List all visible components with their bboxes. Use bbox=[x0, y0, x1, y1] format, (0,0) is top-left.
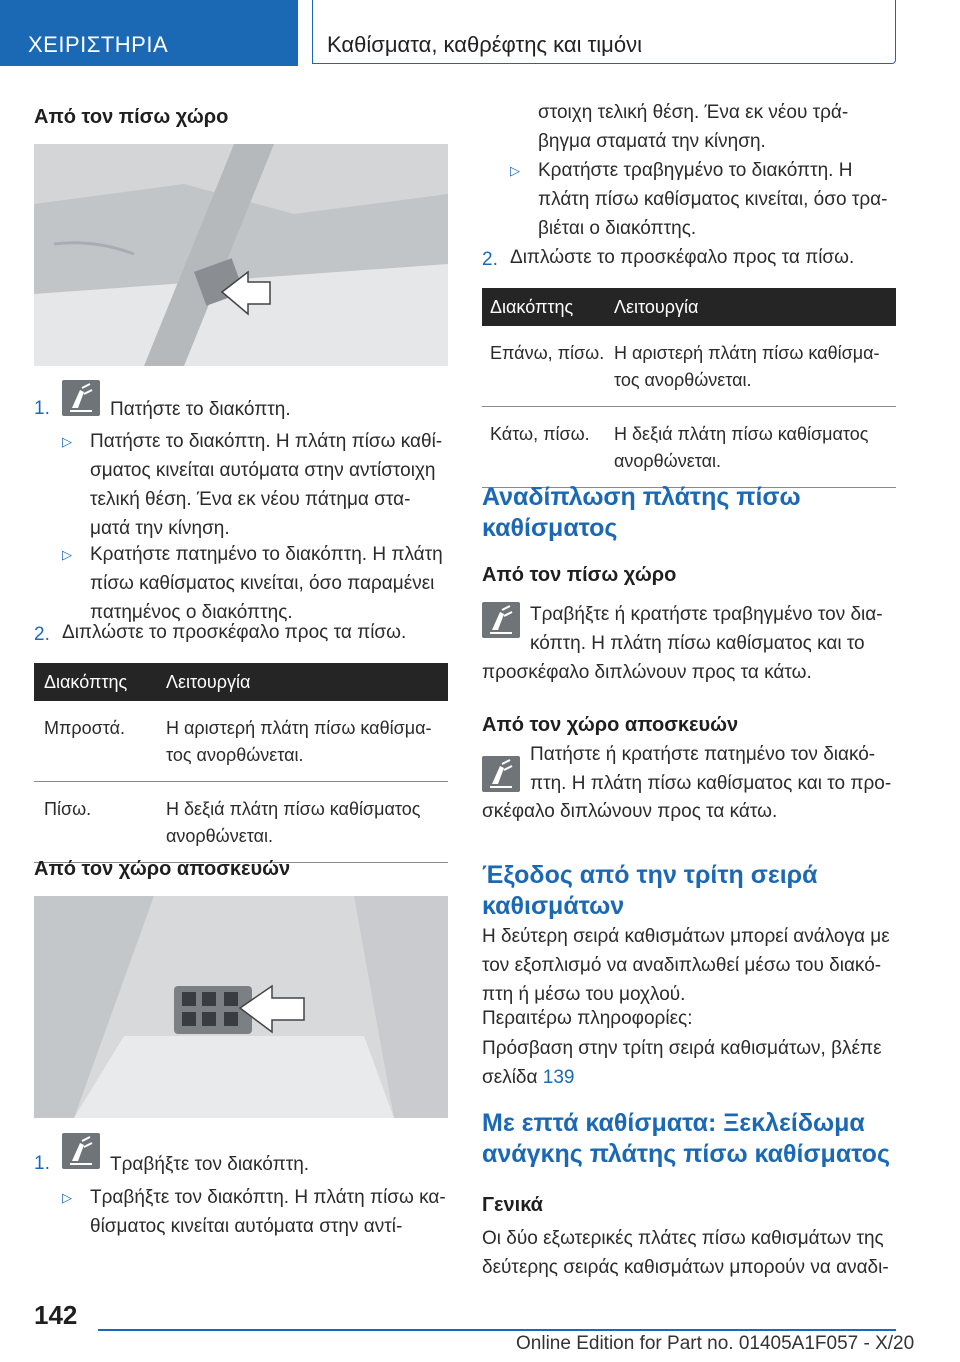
table-header: Διακόπτης bbox=[34, 663, 160, 701]
bullet-text: Κρατήστε τραβηγμένο το διακόπτη. Η πλάτη πίσω καθίσματος κινείται, όσο τρα- βιέται ο διακόπτης. bbox=[538, 160, 888, 239]
table-row: Κάτω, πίσω. Η δεξιά πλάτη πίσω καθίσματος ανορθώνεται. bbox=[482, 407, 896, 488]
step-text: Διπλώστε το προσκέφαλο προς τα πίσω. bbox=[62, 622, 407, 643]
step-number: 2. bbox=[34, 624, 50, 645]
section-heading: Αναδίπλωση πλάτης πίσω καθίσματος bbox=[482, 483, 801, 542]
trunk-switch-illustration bbox=[34, 896, 448, 1118]
seat-switch-icon bbox=[62, 380, 100, 416]
section-tab bbox=[0, 0, 298, 66]
table-header: Λειτουργία bbox=[608, 288, 896, 326]
section-label: ΧΕΙΡΙΣΤΗΡΙΑ bbox=[28, 32, 169, 57]
footer-divider bbox=[98, 1329, 896, 1331]
switch-function-table bbox=[34, 663, 448, 863]
table-row: Επάνω, πίσω. Η αριστερή πλάτη πίσω καθίσμα- τος ανορθώνεται. bbox=[482, 326, 896, 407]
paragraph: Περαιτέρω πληροφορίες: bbox=[482, 1008, 693, 1029]
table-header: Λειτουργία bbox=[160, 663, 448, 701]
step-text: Τραβήξτε τον διακόπτη. bbox=[110, 1154, 310, 1175]
step-text: Πατήστε το διακόπτη. bbox=[110, 399, 291, 420]
step-text: Διπλώστε το προσκέφαλο προς τα πίσω. bbox=[510, 247, 855, 268]
step-number: 1. bbox=[34, 1153, 50, 1174]
switch-function-table bbox=[482, 288, 896, 488]
paragraph: Τραβήξτε ή κρατήστε τραβηγμένο τον δια- κόπτη. Η πλάτη πίσω καθίσματος και το bbox=[530, 604, 883, 654]
page-header bbox=[0, 0, 960, 66]
heading-rear-area: Από τον πίσω χώρο bbox=[482, 564, 677, 586]
section-heading: Με επτά καθίσματα: Ξεκλείδωμα ανάγκης πλάτης πίσω καθίσματος bbox=[482, 1109, 890, 1168]
paragraph: Η δεύτερη σειρά καθισμάτων μπορεί ανάλογα με τον εξοπλισμό να αναδιπλωθεί μέσω του διακό- πτη ή μέσω του μοχλού. bbox=[482, 926, 890, 1005]
paragraph: σκέφαλο διπλώνουν προς τα κάτω. bbox=[482, 801, 778, 822]
page-reference-link[interactable]: 139 bbox=[542, 1067, 575, 1088]
heading-trunk-area: Από τον χώρο αποσκευών bbox=[34, 858, 291, 880]
section-heading: Έξοδος από την τρίτη σειρά καθισμάτων bbox=[482, 861, 818, 920]
paragraph: Πρόσβαση στην τρίτη σειρά καθισμάτων, βλέπε σελίδα 139 bbox=[482, 1038, 882, 1088]
bullet-triangle-icon: ▷ bbox=[62, 434, 72, 449]
bullet-text-continued: στοιχη τελική θέση. Ένα εκ νέου τρά- βηγμα σταματά την κίνηση. bbox=[538, 102, 849, 152]
paragraph: προσκέφαλο διπλώνουν προς τα κάτω. bbox=[482, 662, 812, 683]
table-row: Μπροστά. Η αριστερή πλάτη πίσω καθίσμα- τος ανορθώνεται. bbox=[34, 701, 448, 782]
subheading-general: Γενικά bbox=[482, 1194, 543, 1216]
heading-rear-area: Από τον πίσω χώρο bbox=[34, 106, 229, 128]
seat-switch-icon bbox=[62, 1133, 100, 1169]
bullet-triangle-icon: ▷ bbox=[510, 163, 520, 178]
seat-switch-icon bbox=[482, 602, 520, 638]
page-number: 142 bbox=[34, 1300, 78, 1330]
rear-seat-switch-illustration bbox=[34, 144, 448, 366]
paragraph: Πατήστε ή κρατήστε πατημένο τον διακό- πτη. Η πλάτη πίσω καθίσματος και το προ- bbox=[530, 744, 892, 794]
edition-note: Online Edition for Part no. 01405A1F057 - X/20 bbox=[516, 1333, 915, 1354]
seat-switch-icon bbox=[482, 756, 520, 792]
step-number: 2. bbox=[482, 249, 498, 270]
heading-trunk-area: Από τον χώρο αποσκευών bbox=[482, 714, 739, 736]
table-header: Διακόπτης bbox=[482, 288, 608, 326]
table-row: Πίσω. Η δεξιά πλάτη πίσω καθίσματος ανορθώνεται. bbox=[34, 782, 448, 863]
paragraph: Οι δύο εξωτερικές πλάτες πίσω καθισμάτων της δεύτερης σειράς καθισμάτων μπορούν να αναδι- bbox=[482, 1228, 889, 1278]
bullet-text: Τραβήξτε τον διακόπτη. Η πλάτη πίσω κα- θίσματος κινείται αυτόματα στην αντί- bbox=[90, 1187, 446, 1237]
bullet-triangle-icon: ▷ bbox=[62, 1190, 72, 1205]
step-number: 1. bbox=[34, 398, 50, 419]
bullet-triangle-icon: ▷ bbox=[62, 547, 72, 562]
chapter-title: Καθίσματα, καθρέφτης και τιμόνι bbox=[327, 32, 642, 57]
bullet-text: Κρατήστε πατημένο το διακόπτη. Η πλάτη πίσω καθίσματος κινείται, όσο παραμένει πατημένος ο διακόπτης. bbox=[90, 544, 443, 623]
chapter-tab bbox=[312, 0, 896, 64]
bullet-text: Πατήστε το διακόπτη. Η πλάτη πίσω καθί- σματος κινείται αυτόματα στην αντίστοιχη τελική θέση. Ένα εκ νέου πάτημα στα- ματά την κίνηση. bbox=[90, 431, 443, 539]
